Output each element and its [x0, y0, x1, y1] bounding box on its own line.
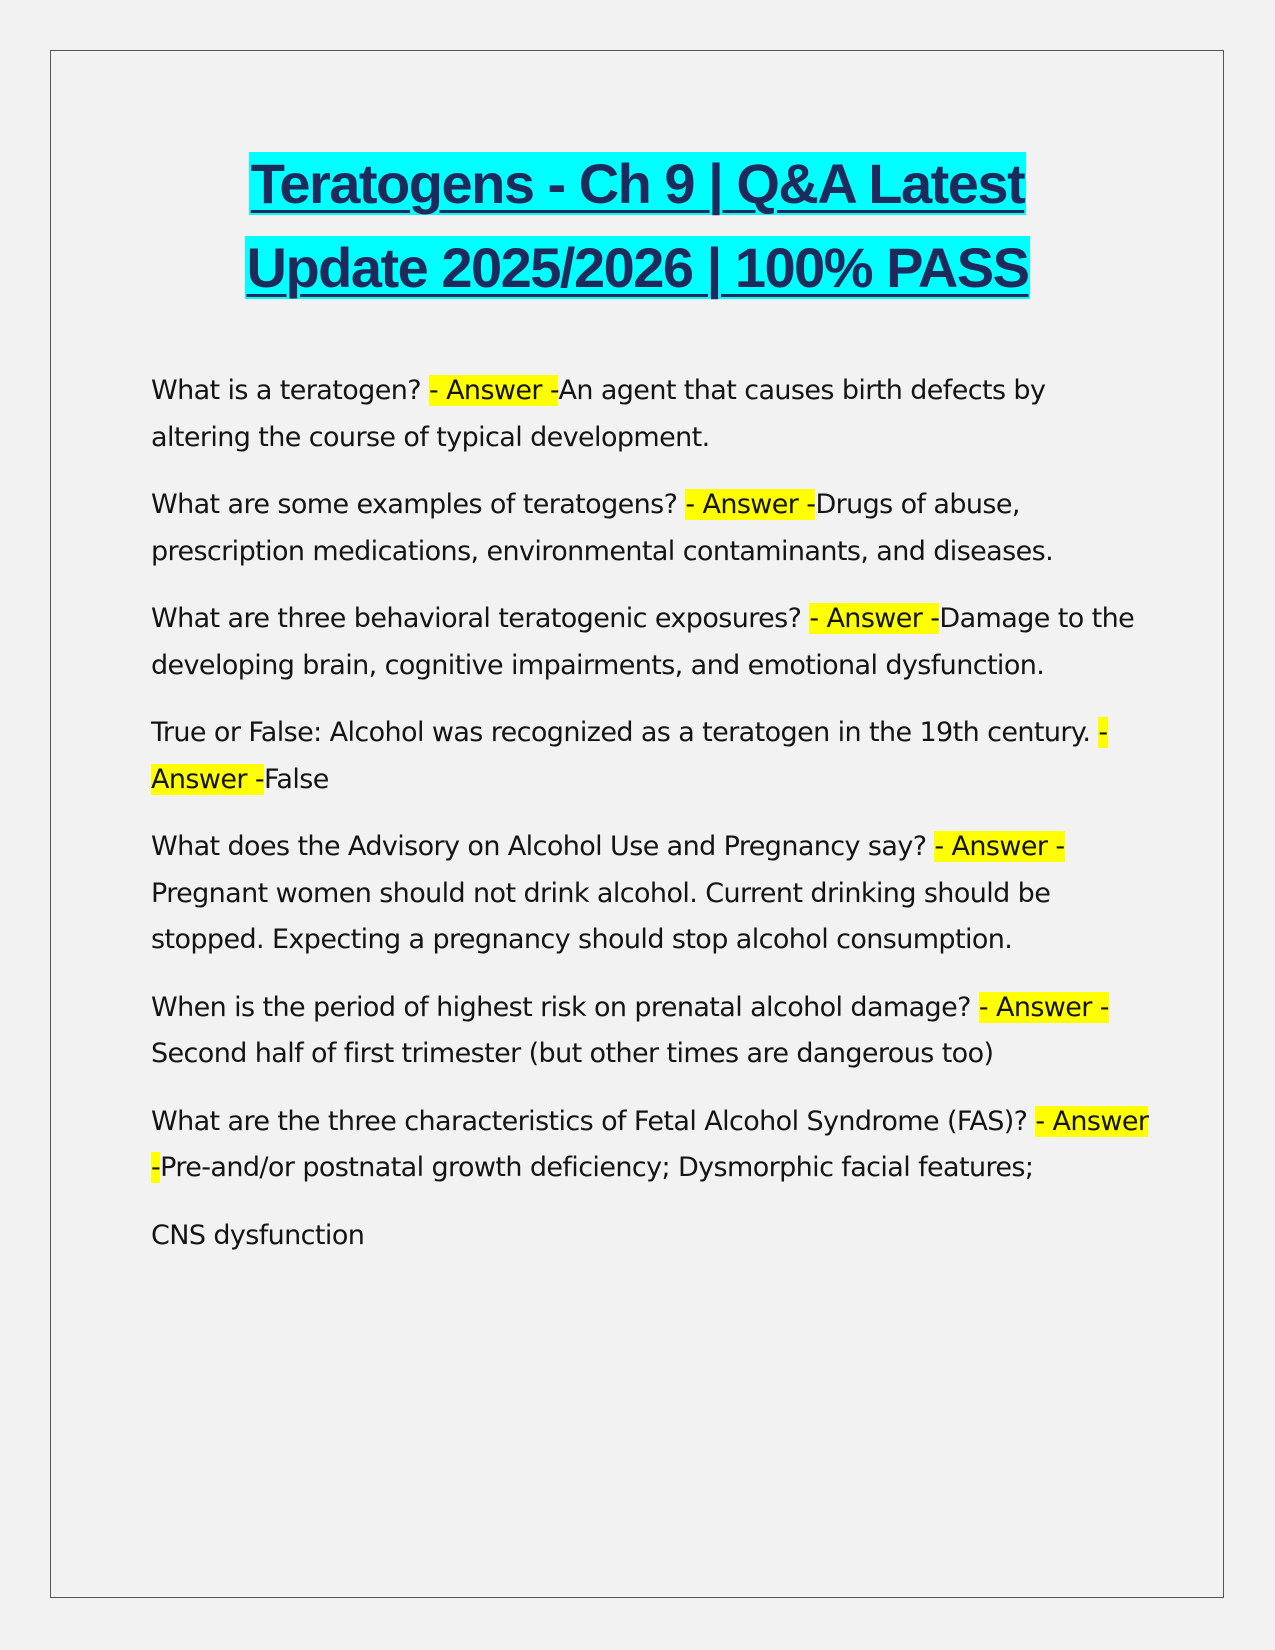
answer-marker: - Answer -	[685, 489, 816, 520]
qa-item	[151, 482, 1151, 575]
answer-marker: - Answer -	[428, 375, 559, 406]
answer-text: Drugs of abuse, prescription medications, environmental contaminants, and diseases.	[151, 489, 1054, 567]
title-line-1: Teratogens - Ch 9 | Q&A Latest	[250, 152, 1025, 215]
answer-marker: - Answer -	[151, 1105, 1149, 1183]
qa-item	[151, 985, 1151, 1078]
question-text: When is the period of highest risk on prenatal alcohol damage?	[151, 991, 979, 1023]
answer-text: Pregnant women should not drink alcohol. Current drinking should be stopped. Expecting a pregnancy should stop alcohol consumption.	[151, 877, 1051, 955]
question-text: What is a teratogen?	[151, 375, 429, 406]
qa-item	[151, 710, 1151, 803]
answer-continuation: CNS dysfunction	[151, 1219, 365, 1251]
question-text: What are some examples of teratogens?	[151, 489, 686, 520]
title-line-2: Update 2025/2026 | 100% PASS	[246, 236, 1029, 299]
qa-item	[151, 824, 1151, 964]
question-text: What does the Advisory on Alcohol Use and Pregnancy say?	[151, 831, 935, 862]
question-text: What are the three characteristics of Fetal Alcohol Syndrome (FAS)?	[151, 1105, 1036, 1137]
qa-item	[151, 1099, 1151, 1192]
question-text: What are three behavioral teratogenic exposures?	[151, 603, 810, 634]
answer-text: Damage to the developing brain, cognitive impairments, and emotional dysfunction.	[151, 603, 1135, 681]
answer-marker: - Answer -	[809, 603, 940, 634]
qa-item	[151, 368, 1151, 461]
answer-text: Pre-and/or postnatal growth deficiency; Dysmorphic facial features;	[160, 1152, 1034, 1183]
answer-marker: - Answer -	[151, 717, 1108, 795]
answer-marker: - Answer -	[934, 831, 1065, 862]
document-title	[100, 142, 1175, 310]
qa-list	[151, 368, 1151, 1259]
qa-item	[151, 596, 1151, 689]
answer-text: False	[263, 763, 329, 795]
answer-text: An agent that causes birth defects by altering the course of typical development.	[151, 375, 1046, 453]
question-text: True or False: Alcohol was recognized as a teratogen in the 19th century.	[151, 717, 1099, 748]
answer-marker: - Answer -	[978, 991, 1109, 1023]
answer-text: Second half of first trimester (but other times are dangerous too)	[151, 1038, 994, 1069]
